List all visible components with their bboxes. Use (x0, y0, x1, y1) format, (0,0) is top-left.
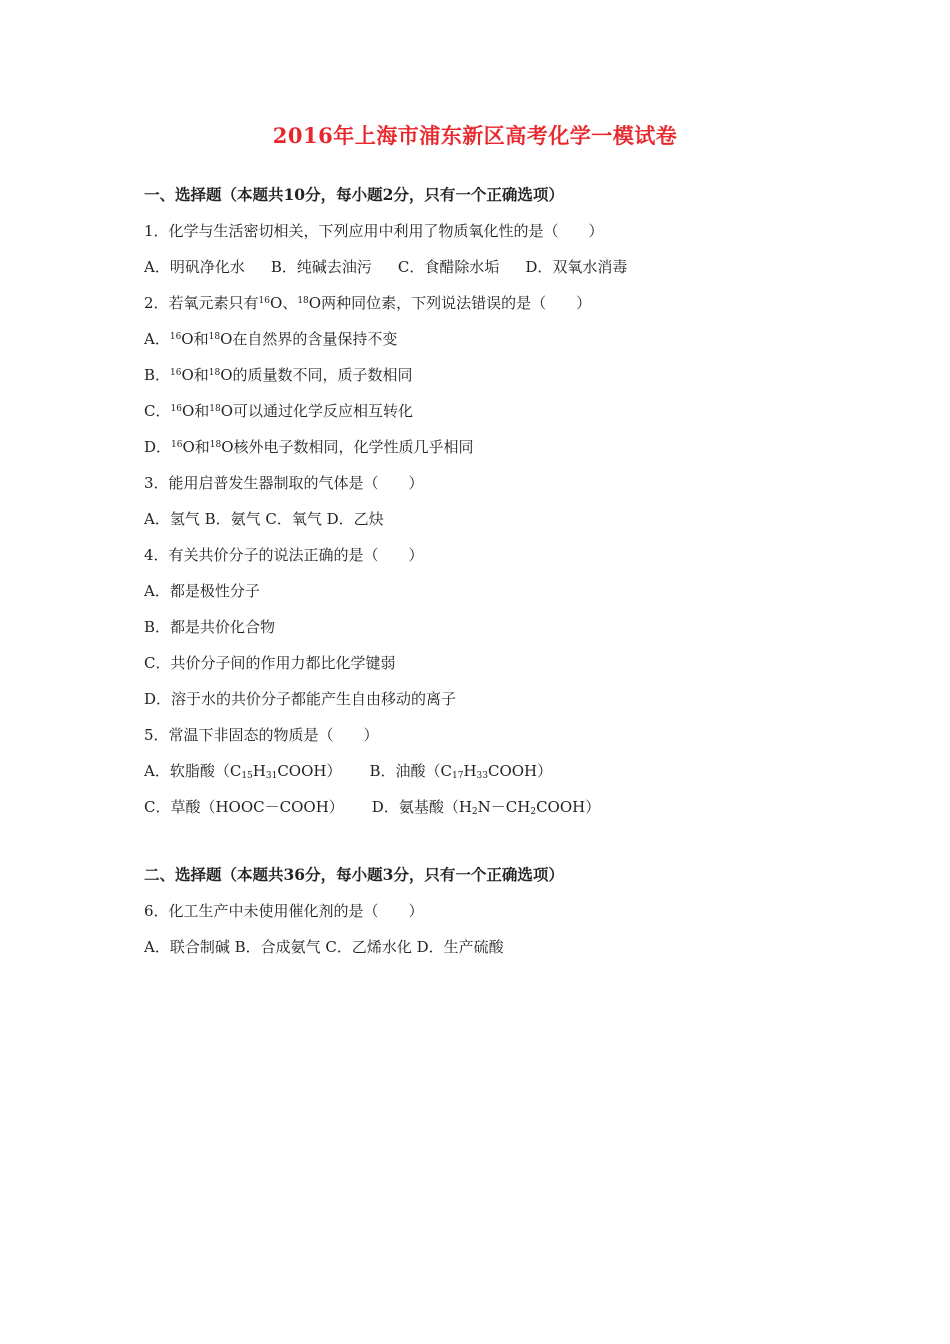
section-heading-2: 二、选择题（本题共36分，每小题3分，只有一个正确选项） (144, 865, 564, 884)
mass-number-18: 18 (208, 332, 221, 342)
page-title: 2016年上海市浦东新区高考化学一模试卷 (272, 123, 678, 148)
formula-part: COOH） (487, 762, 553, 780)
formula-subscript: 2 (471, 807, 478, 817)
option-label: C． (144, 402, 171, 420)
mass-number-16: 16 (170, 368, 182, 378)
formula-part: H (252, 762, 266, 780)
formula-part: B．油酸（C (369, 762, 452, 780)
formula-subscript: 31 (265, 771, 278, 781)
question-3-stem: 3．能用启普发生器制取的气体是（ ） (144, 474, 424, 492)
pair-connector: O和 (182, 438, 210, 456)
question-1-options (144, 255, 627, 279)
mass-number-16: 16 (171, 440, 183, 450)
formula-part: COOH） (277, 762, 342, 780)
mass-number-18: 18 (209, 440, 222, 450)
q1-option-b: B．纯碱去油污 (270, 258, 372, 276)
q4-option-b: B．都是共价化合物 (144, 618, 276, 636)
option-text: O在自然界的含量保持不变 (220, 330, 398, 348)
q1-option-a: A．明矾净化水 (144, 258, 245, 276)
q2-stem-post: O两种同位素，下列说法错误的是（ ） (308, 294, 592, 312)
q5-option-d (372, 798, 600, 816)
question-6-options: A．联合制碱 B．合成氨气 C．乙烯水化 D．生产硫酸 (144, 938, 504, 956)
mass-number-18: 18 (208, 368, 221, 378)
q4-option-c: C．共价分子间的作用力都比化学键弱 (144, 654, 396, 672)
q5-option-c: C．草酸（HOOC－COOH） (144, 798, 344, 816)
question-4-stem: 4．有关共价分子的说法正确的是（ ） (144, 546, 424, 564)
question-5-options-ab (144, 759, 552, 783)
pair-connector: O和 (181, 402, 210, 420)
mass-number-18: 18 (297, 296, 309, 306)
formula-subscript: 33 (476, 771, 488, 781)
formula-part: A．软脂酸（C (144, 762, 242, 780)
pair-connector: O和 (181, 366, 209, 384)
q2-option-d (144, 435, 474, 459)
pair-connector: O和 (181, 330, 209, 348)
option-text: O的质量数不同，质子数相同 (220, 366, 413, 384)
q5-option-a (144, 762, 341, 780)
q4-option-d: D．溶于水的共价分子都能产生自由移动的离子 (144, 690, 457, 708)
q5-option-b (369, 762, 552, 780)
option-text: O可以通过化学反应相互转化 (220, 402, 414, 420)
q1-option-c: C．食醋除水垢 (397, 258, 500, 276)
question-1-stem: 1．化学与生活密切相关，下列应用中利用了物质氧化性的是（ ） (144, 222, 604, 240)
question-5-options-cd (144, 795, 600, 819)
section-heading-1: 一、选择题（本题共10分，每小题2分，只有一个正确选项） (144, 185, 564, 204)
formula-part: H (463, 762, 477, 780)
option-text: O核外电子数相同，化学性质几乎相同 (221, 438, 474, 456)
question-5-stem: 5．常温下非固态的物质是（ ） (144, 726, 379, 744)
q2-option-a (144, 327, 397, 351)
question-3-options: A．氢气 B．氨气 C．氧气 D．乙炔 (144, 510, 384, 528)
formula-subscript: 2 (530, 807, 537, 817)
q2-option-b (144, 363, 413, 387)
option-label: B． (144, 366, 171, 384)
mass-number-16: 16 (169, 332, 182, 342)
q1-option-d: D．双氧水消毒 (525, 258, 628, 276)
option-label: D． (144, 438, 172, 456)
formula-part: COOH） (536, 798, 601, 816)
question-6-stem: 6．化工生产中未使用催化剂的是（ ） (144, 902, 424, 920)
q2-stem-mid: O、 (270, 294, 298, 312)
q2-option-c (144, 399, 413, 423)
q2-stem-pre: 2．若氧元素只有 (144, 294, 259, 312)
formula-subscript: 17 (451, 771, 464, 781)
mass-number-16: 16 (258, 296, 270, 306)
q4-option-a: A．都是极性分子 (144, 582, 260, 600)
formula-part: D．氨基酸（H (371, 798, 472, 816)
mass-number-18: 18 (209, 404, 221, 414)
question-2-stem (144, 291, 591, 315)
mass-number-16: 16 (170, 404, 182, 414)
formula-part: N－CH (477, 798, 531, 816)
option-label: A． (144, 330, 170, 348)
formula-subscript: 15 (241, 771, 253, 781)
